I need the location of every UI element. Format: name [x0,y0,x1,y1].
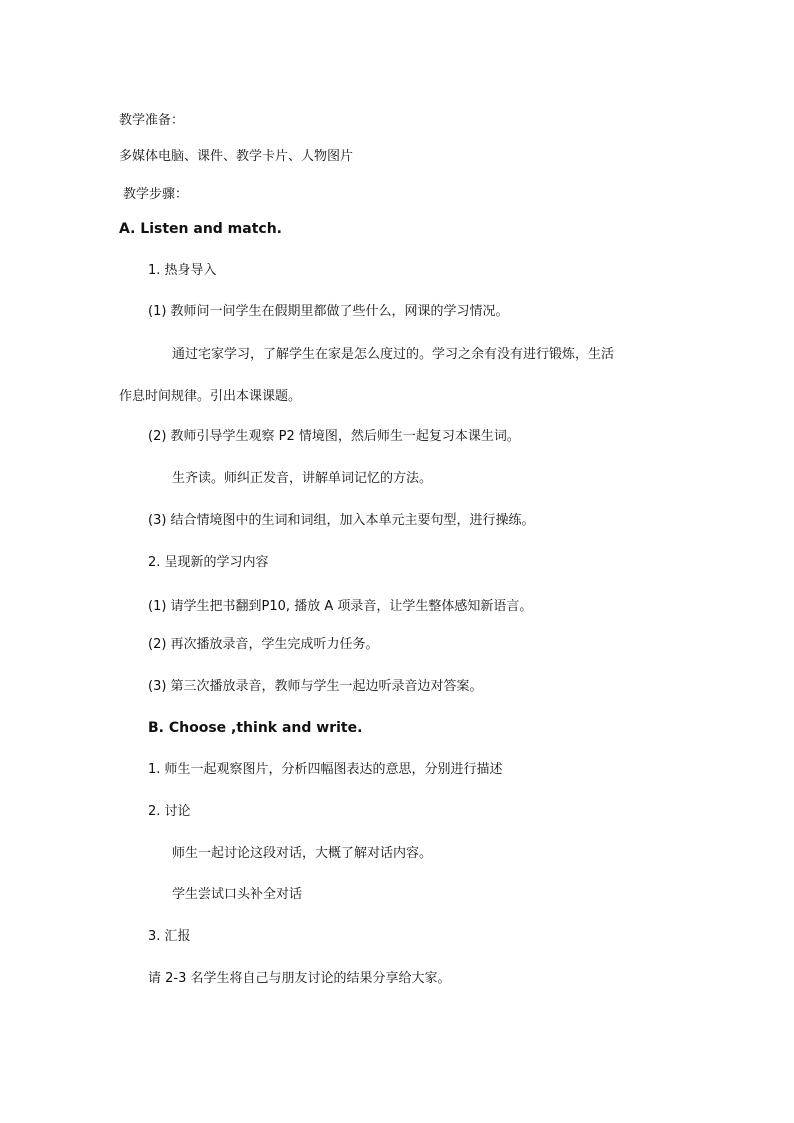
step-2-2: (2) 再次播放录音，学生完成听力任务。 [148,637,379,652]
step-present-new: 2. 呈现新的学习内容 [148,555,269,570]
step-b-2: 2. 讨论 [148,804,191,819]
preparation-materials: 多媒体电脑、课件、教学卡片、人物图片 [119,149,354,164]
step-b-3: 3. 汇报 [148,929,191,944]
step-1-3: (3) 结合情境图中的生词和词组，加入本单元主要句型，进行操练。 [148,513,535,528]
step-b-3-detail: 请 2-3 名学生将自己与朋友讨论的结果分享给大家。 [148,971,451,986]
step-1-1: (1) 教师问一问学生在假期里都做了些什么，网课的学习情况。 [148,304,509,319]
step-1-2: (2) 教师引导学生观察 P2 情境图，然后师生一起复习本课生词。 [148,429,520,444]
step-2-1: (1) 请学生把书翻到P10, 播放 A 项录音，让学生整体感知新语言。 [148,599,533,614]
step-2-3: (3) 第三次播放录音，教师与学生一起边听录音边对答案。 [148,679,483,694]
step-1-1-detail: 通过宅家学习，了解学生在家是怎么度过的。学习之余有没有进行锻炼，生活 [172,347,615,362]
step-b-2-detail: 师生一起讨论这段对话，大概了解对话内容。 [172,846,433,861]
heading-part-a: A. Listen and match. [119,221,282,237]
step-b-2-detail-2: 学生尝试口头补全对话 [172,887,303,902]
section-label-steps: 教学步骤： [123,187,189,202]
step-1-2-detail: 生齐读。师纠正发音，讲解单词记忆的方法。 [172,471,433,486]
section-label-preparation: 教学准备： [119,113,185,128]
step-b-1: 1. 师生一起观察图片，分析四幅图表达的意思，分别进行描述 [148,762,503,777]
heading-part-b: B. Choose ,think and write. [148,720,363,736]
step-warmup: 1. 热身导入 [148,263,217,278]
step-1-1-detail-cont: 作息时间规律。引出本课课题。 [119,389,302,404]
